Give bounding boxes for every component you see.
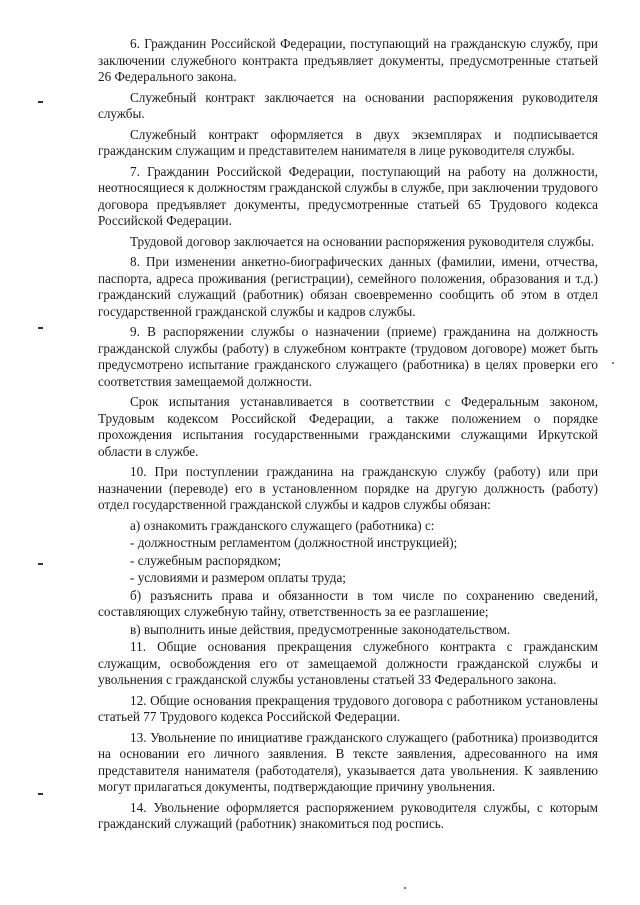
list-item: - должностным регламентом (должностной инструкцией); — [130, 535, 458, 550]
list-item: - условиями и размером оплаты труда; — [130, 570, 346, 585]
paragraph: 8. При изменении анкетно-биографических данных (фамилии, имени, отчества, паспорта, адреса проживания (регистрации), семейного положения, образования и т.д.) гражданский служащий (работник) обязан своевременно сообщить об этом в отдел государственной гражданской службы и кадров службы. — [98, 254, 598, 319]
paragraph: 12. Общие основания прекращения трудового договора с работником установлены статьей 77 Трудового кодекса Российской Федерации. — [98, 692, 598, 724]
scan-speck — [404, 887, 406, 889]
list-item: б) разъяснить права и обязанности в том числе по сохранению сведений, составляющих служебную тайну, ответственность за ее разглашение; — [98, 587, 598, 619]
paragraph: 9. В распоряжении службы о назначении (приеме) гражданина на должность гражданской службы (работу) в служебном контракте (трудовом договоре) может быть предусмотрено испытание гражданского служащего (работника) в целях проверки его соответствия замещаемой должности. — [98, 324, 598, 389]
paragraph: Трудовой договор заключается на основании распоряжения руководителя службы. — [130, 233, 595, 249]
paragraph: 11. Общие основания прекращения служебного контракта с гражданским служащим, освобождения его от замещаемой должности гражданской службы и увольнения с гражданской службы установлены статьей 33 Федерального закона. — [98, 639, 598, 687]
scan-margin-mark — [38, 793, 43, 795]
scan-margin-mark — [38, 101, 43, 103]
paragraph: 13. Увольнение по инициативе гражданского служащего (работника) производится на основании его личного заявления. В тексте заявления, адресованного на имя представителя нанимателя (работодателя), указывается дата увольнения. К заявлению могут прилагаться документы, подтверждающие причину увольнения. — [98, 729, 598, 794]
paragraph: Срок испытания устанавливается в соответствии с Федеральным законом, Трудовым кодексом Российской Федерации, а также положением о порядке прохождения испытания государственными гражданскими служащими Иркутской области в службе. — [98, 394, 598, 459]
list-item: в) выполнить иные действия, предусмотренные законодательством. — [130, 621, 511, 637]
paragraph: Служебный контракт заключается на основании распоряжения руководителя службы. — [98, 89, 598, 121]
scan-speck — [612, 362, 614, 364]
paragraph: 7. Гражданин Российской Федерации, поступающий на работу на должности, неотносящиеся к должностям гражданской службы в службе, при заключении трудового договора предъявляет документы, предусмотренные статьей 65 Трудового кодекса Российской Федерации. — [98, 163, 598, 228]
paragraph: 14. Увольнение оформляется распоряжением руководителя службы, с которым гражданский служащий (работник) знакомиться под роспись. — [98, 799, 598, 831]
document-body — [98, 36, 598, 837]
list-item: а) ознакомить гражданского служащего (работника) с: — [130, 517, 435, 533]
paragraph: 10. При поступлении гражданина на гражданскую службу (работу) или при назначении (переводе) его в установленном порядке на другую должность (работу) отдел государственной гражданской службы и кадров службы обязан: — [98, 464, 598, 512]
list-item: - служебным распорядком; — [130, 552, 282, 568]
scan-margin-mark — [38, 563, 43, 565]
scan-margin-mark — [38, 327, 43, 329]
paragraph: 6. Гражданин Российской Федерации, поступающий на гражданскую службу, при заключении служебного контракта предъявляет документы, предусмотренные статьей 26 Федерального закона. — [98, 36, 598, 84]
paragraph: Служебный контракт оформляется в двух экземплярах и подписывается гражданским служащим и представителем нанимателя в лице руководителя службы. — [98, 126, 598, 158]
